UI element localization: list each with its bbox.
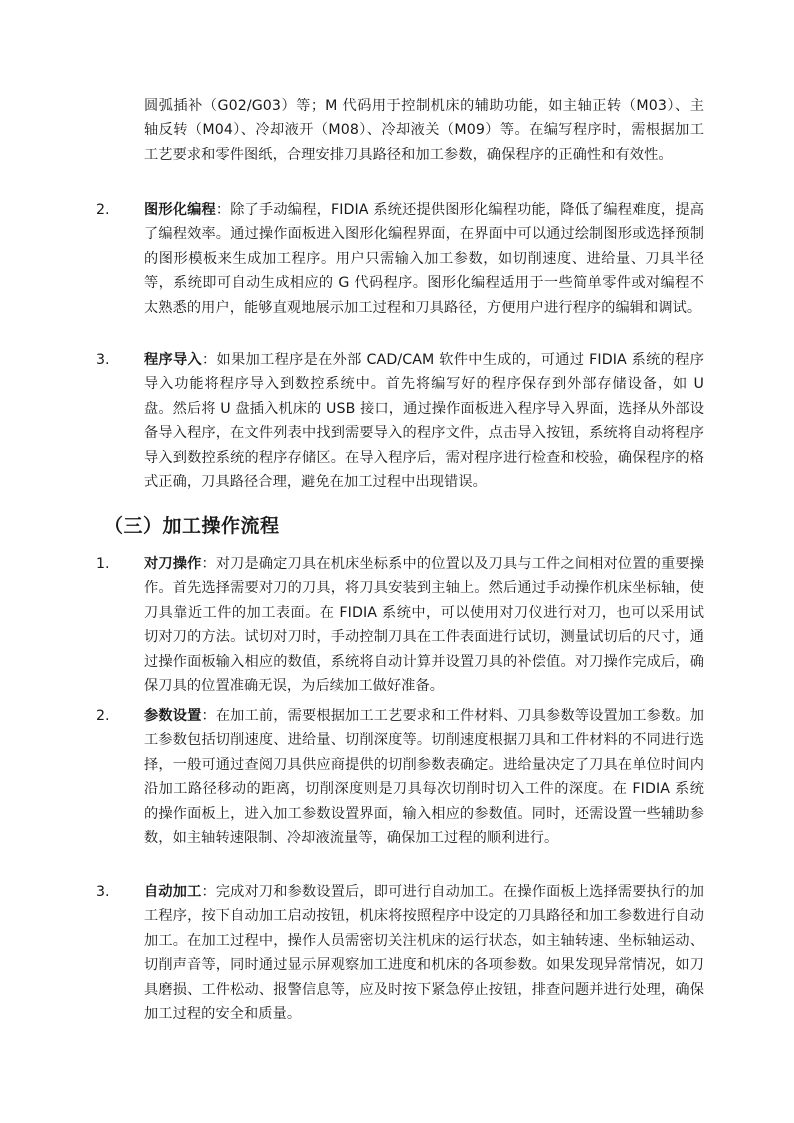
list-item-number: 3. — [96, 884, 110, 900]
list-item-title: 程序导入 — [144, 352, 203, 368]
intro-paragraph: 圆弧插补（G02/G03）等；M 代码用于控制机床的辅助功能，如主轴正转（M03）、主轴反转（M04）、冷却液开（M08）、冷却液关（M09）等。在编写程序时，需根据加工工艺要求和零件图纸，合理安排刀具路径和加工参数，确保程序的正确性和有效性。 — [144, 98, 704, 163]
list-item-tool-setting — [144, 552, 704, 698]
list-item-program-import — [144, 348, 704, 494]
list-item-number: 1. — [96, 556, 110, 572]
list-item-number: 2. — [96, 202, 110, 218]
list-item-parameter-setting — [144, 704, 704, 850]
list-item-number: 3. — [96, 352, 110, 368]
list-item-graphical-programming — [144, 198, 704, 320]
list-item-title: 图形化编程 — [144, 202, 216, 218]
list-item-automatic-machining — [144, 880, 704, 1026]
section-heading: （三）加工操作流程 — [104, 515, 280, 537]
list-item-body: ：如果加工程序是在外部 CAD/CAM 软件中生成的，可通过 FIDIA 系统的程序导入功能将程序导入到数控系统中。首先将编写好的程序保存到外部存储设备，如 U 盘。然后将 U 盘插入机床的 USB 接口，通过操作面板进入程序导入界面，选择从外部设备导入程序，在文件列表中找到需要导入的程序文件，点击导入按钮，系统将自动将程序导入到数控系统的程序存储区。在导入程序后，需对程序进行检查和校验，确保程序的格式正确，刀具路径合理，避免在加工过程中出现错误。 — [144, 352, 704, 491]
list-item-title: 对刀操作 — [144, 556, 202, 572]
list-item-title: 参数设置 — [144, 708, 202, 724]
list-item-body: ：对刀是确定刀具在机床坐标系中的位置以及刀具与工件之间相对位置的重要操作。首先选择需要对刀的刀具，将刀具安装到主轴上。然后通过手动操作机床坐标轴，使刀具靠近工件的加工表面。在 FIDIA 系统中，可以使用对刀仪进行对刀，也可以采用试切对刀的方法。试切对刀时，手动控制刀具在工件表面进行试切，测量试切后的尺寸，通过操作面板输入相应的数值，系统将自动计算并设置刀具的补偿值。对刀操作完成后，确保刀具的位置准确无误，为后续加工做好准备。 — [144, 556, 704, 695]
list-item-body: ：在加工前，需要根据加工工艺要求和工件材料、刀具参数等设置加工参数。加工参数包括切削速度、进给量、切削深度等。切削速度根据刀具和工件材料的不同进行选择，一般可通过查阅刀具供应商提供的切削参数表确定。进给量决定了刀具在单位时间内沿加工路径移动的距离，切削深度则是刀具每次切削时切入工件的深度。在 FIDIA 系统的操作面板上，进入加工参数设置界面，输入相应的参数值。同时，还需设置一些辅助参数，如主轴转速限制、冷却液流量等，确保加工过程的顺利进行。 — [144, 708, 704, 847]
list-item-body: ：除了手动编程，FIDIA 系统还提供图形化编程功能，降低了编程难度，提高了编程效率。通过操作面板进入图形化编程界面，在界面中可以通过绘制图形或选择预制的图形模板来生成加工程序。用户只需输入加工参数，如切削速度、进给量、刀具半径等，系统即可自动生成相应的 G 代码程序。图形化编程适用于一些简单零件或对编程不太熟悉的用户，能够直观地展示加工过程和刀具路径，方便用户进行程序的编辑和调试。 — [144, 202, 704, 316]
list-item-title: 自动加工 — [144, 884, 202, 900]
list-item-body: ：完成对刀和参数设置后，即可进行自动加工。在操作面板上选择需要执行的加工程序，按下自动加工启动按钮，机床将按照程序中设定的刀具路径和加工参数进行自动加工。在加工过程中，操作人员需密切关注机床的运行状态，如主轴转速、坐标轴运动、切削声音等，同时通过显示屏观察加工进度和机床的各项参数。如果发现异常情况，如刀具磨损、工件松动、报警信息等，应及时按下紧急停止按钮，排查问题并进行处理，确保加工过程的安全和质量。 — [144, 884, 704, 1023]
list-item-number: 2. — [96, 708, 110, 724]
